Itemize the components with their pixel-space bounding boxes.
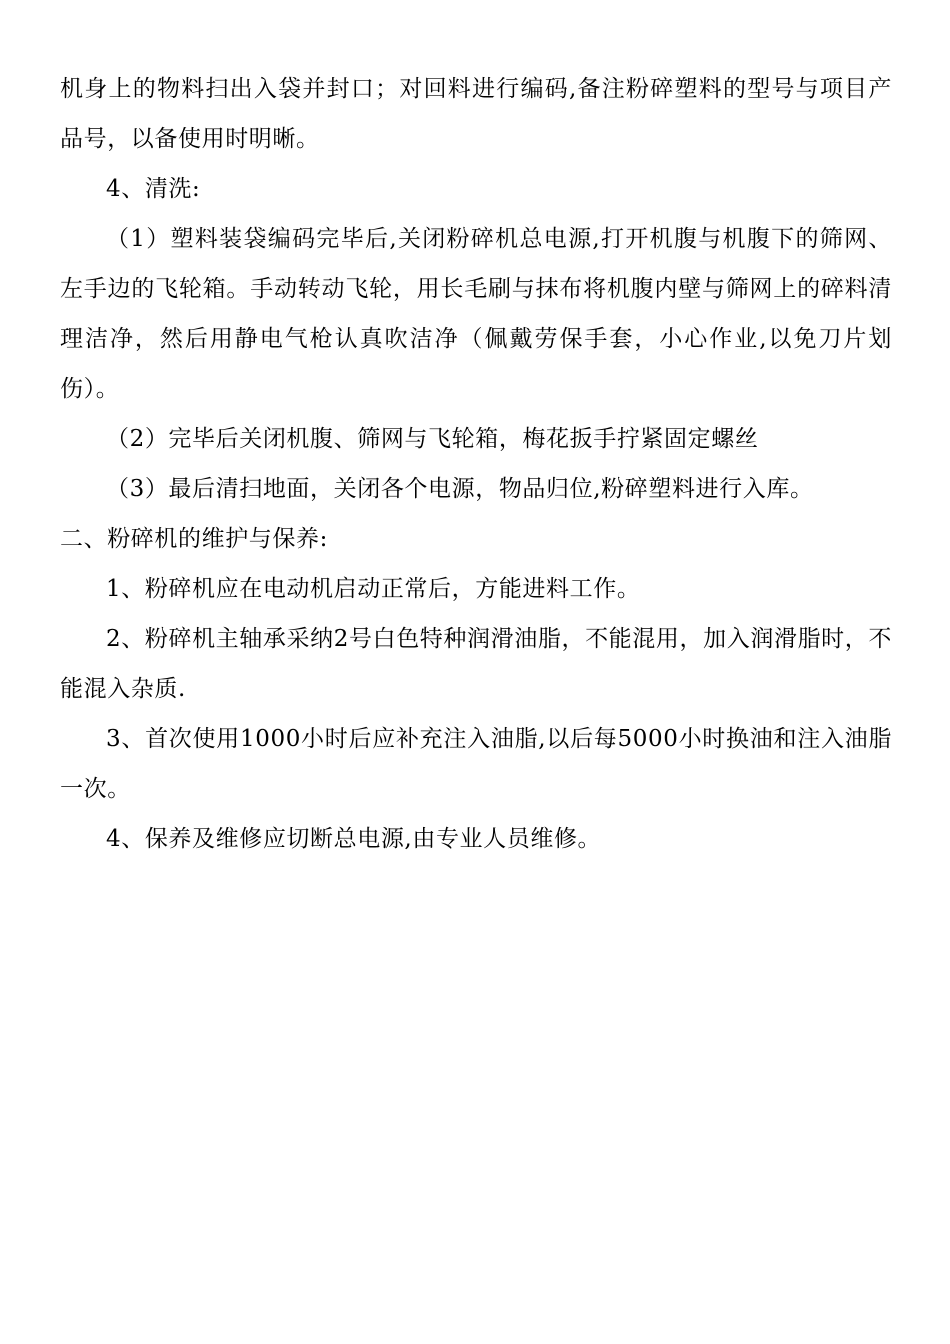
cleaning-step-3: （3）最后清扫地面，关闭各个电源，物品归位,粉碎塑料进行入库。	[106, 476, 814, 502]
cleaning-step-1: （1）塑料装袋编码完毕后,关闭粉碎机总电源,打开机腹与机腹下的筛网、左手边的飞轮箱。手动转动飞轮，用长毛刷与抹布将机腹内壁与筛网上的碎料清理洁净，然后用静电气枪认真吹洁净（佩戴劳保手套，小心作业,以免刀片划伤）。	[60, 226, 892, 402]
maintenance-item-2: 2、粉碎机主轴承采纳2号白色特种润滑油脂，不能混用，加入润滑脂时，不能混入杂质.	[60, 626, 892, 702]
maintenance-item-4: 4、保养及维修应切断总电源,由专业人员维修。	[106, 826, 602, 852]
document-page	[60, 64, 892, 864]
section-heading-cleaning: 4、清洗:	[106, 176, 201, 202]
maintenance-item-1: 1、粉碎机应在电动机启动正常后，方能进料工作。	[106, 576, 641, 602]
section-heading-maintenance: 二、粉碎机的维护与保养:	[60, 526, 328, 552]
cleaning-step-2: （2）完毕后关闭机腹、筛网与飞轮箱，梅花扳手拧紧固定螺丝	[106, 426, 759, 452]
paragraph-continuation: 机身上的物料扫出入袋并封口；对回料进行编码,备注粉碎塑料的型号与项目产品号，以备使用时明晰。	[60, 76, 892, 152]
maintenance-item-3: 3、首次使用1000小时后应补充注入油脂,以后每5000小时换油和注入油脂一次。	[60, 726, 892, 802]
